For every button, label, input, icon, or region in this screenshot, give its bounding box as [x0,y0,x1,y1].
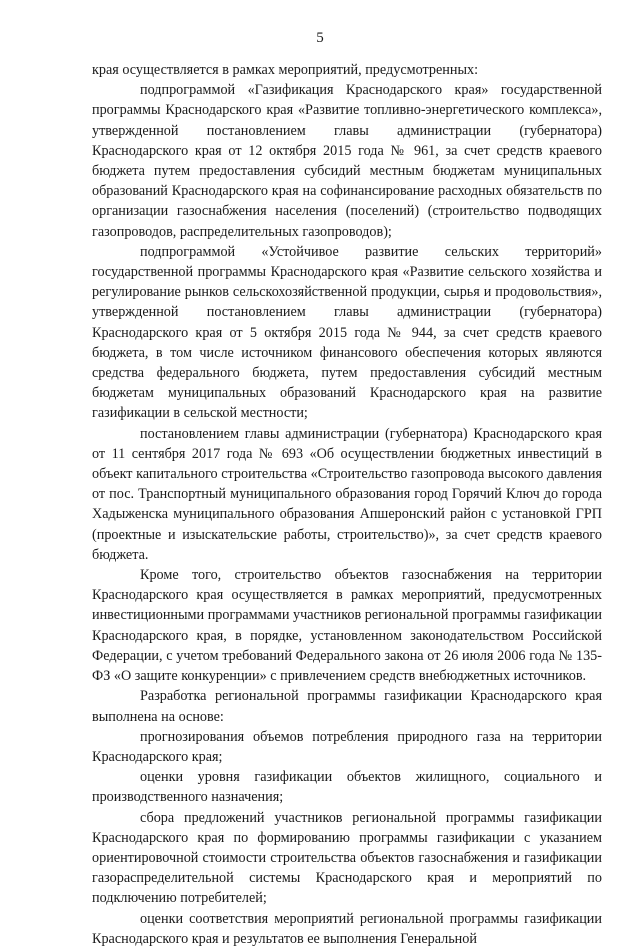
document-body [92,60,602,949]
page-number: 5 [316,30,324,46]
paragraph: края осуществляется в рамках мероприятий, предусмотренных: [92,62,479,78]
paragraph: подпрограммой «Газификация Краснодарского края» государственной программы Краснодарского края «Развитие топливно-энергетического комплекса», утвержденной постановлением главы администрации (губернатора) Краснодарского края от 12 октября 2015 года № 961, за счет средств краевого бюджета путем предоставления субсидий местным бюджетам муниципальных образований Краснодарского края на софинансирование расходных обязательств по организации газоснабжения населения (поселений) (строительство подводящих газопроводов, распределительных газопроводов); [92,82,602,240]
paragraph: Кроме того, строительство объектов газоснабжения на территории Краснодарского края осуществляется в рамках мероприятий, предусмотренных инвестиционными программами участников региональной программы газификации Краснодарского края, в порядке, установленном законодательством Российской Федерации, с учетом требований Федерального закона от 26 июля 2006 года № 135-ФЗ «О защите конкуренции» с привлечением средств внебюджетных источников. [92,567,602,685]
paragraph: подпрограммой «Устойчивое развитие сельских территорий» государственной программы Краснодарского края «Развитие сельского хозяйства и регулирование рынков сельскохозяйственной продукции, сырья и продовольствия», утвержденной постановлением главы администрации (губернатора) Краснодарского края от 5 октября 2015 года № 944, за счет средств краевого бюджета, в том числе источником финансового обеспечения которых являются средства федерального бюджета, путем предоставления субсидий местным бюджетам муниципальных образований Краснодарского края на развитие газификации в сельской местности; [92,243,602,422]
paragraph: оценки соответствия мероприятий региональной программы газификации Краснодарского края и результатов ее выполнения Генеральной [92,910,602,947]
paragraph: оценки уровня газификации объектов жилищного, социального и производственного назначения; [92,769,602,806]
paragraph: Разработка региональной программы газификации Краснодарского края выполнена на основе: [92,688,602,725]
paragraph: постановлением главы администрации (губернатора) Краснодарского края от 11 сентября 2017 года № 693 «Об осуществлении бюджетных инвестиций в объект капитального строительства «Строительство газопровода высокого давления от пос. Транспортный муниципального образования город Горячий Ключ до города Хадыженска муниципального образования Апшеронский район с установкой ГРП (проектные и изыскательские работы, строительство)», за счет средств краевого бюджета. [92,425,602,563]
paragraph: прогнозирования объемов потребления природного газа на территории Краснодарского края; [92,728,602,765]
paragraph: сбора предложений участников региональной программы газификации Краснодарского края по формированию программы газификации с указанием ориентировочной стоимости строительства объектов газоснабжения и газификации газораспределительной системы Краснодарского края и мероприятий по подключению потребителей; [92,809,602,907]
